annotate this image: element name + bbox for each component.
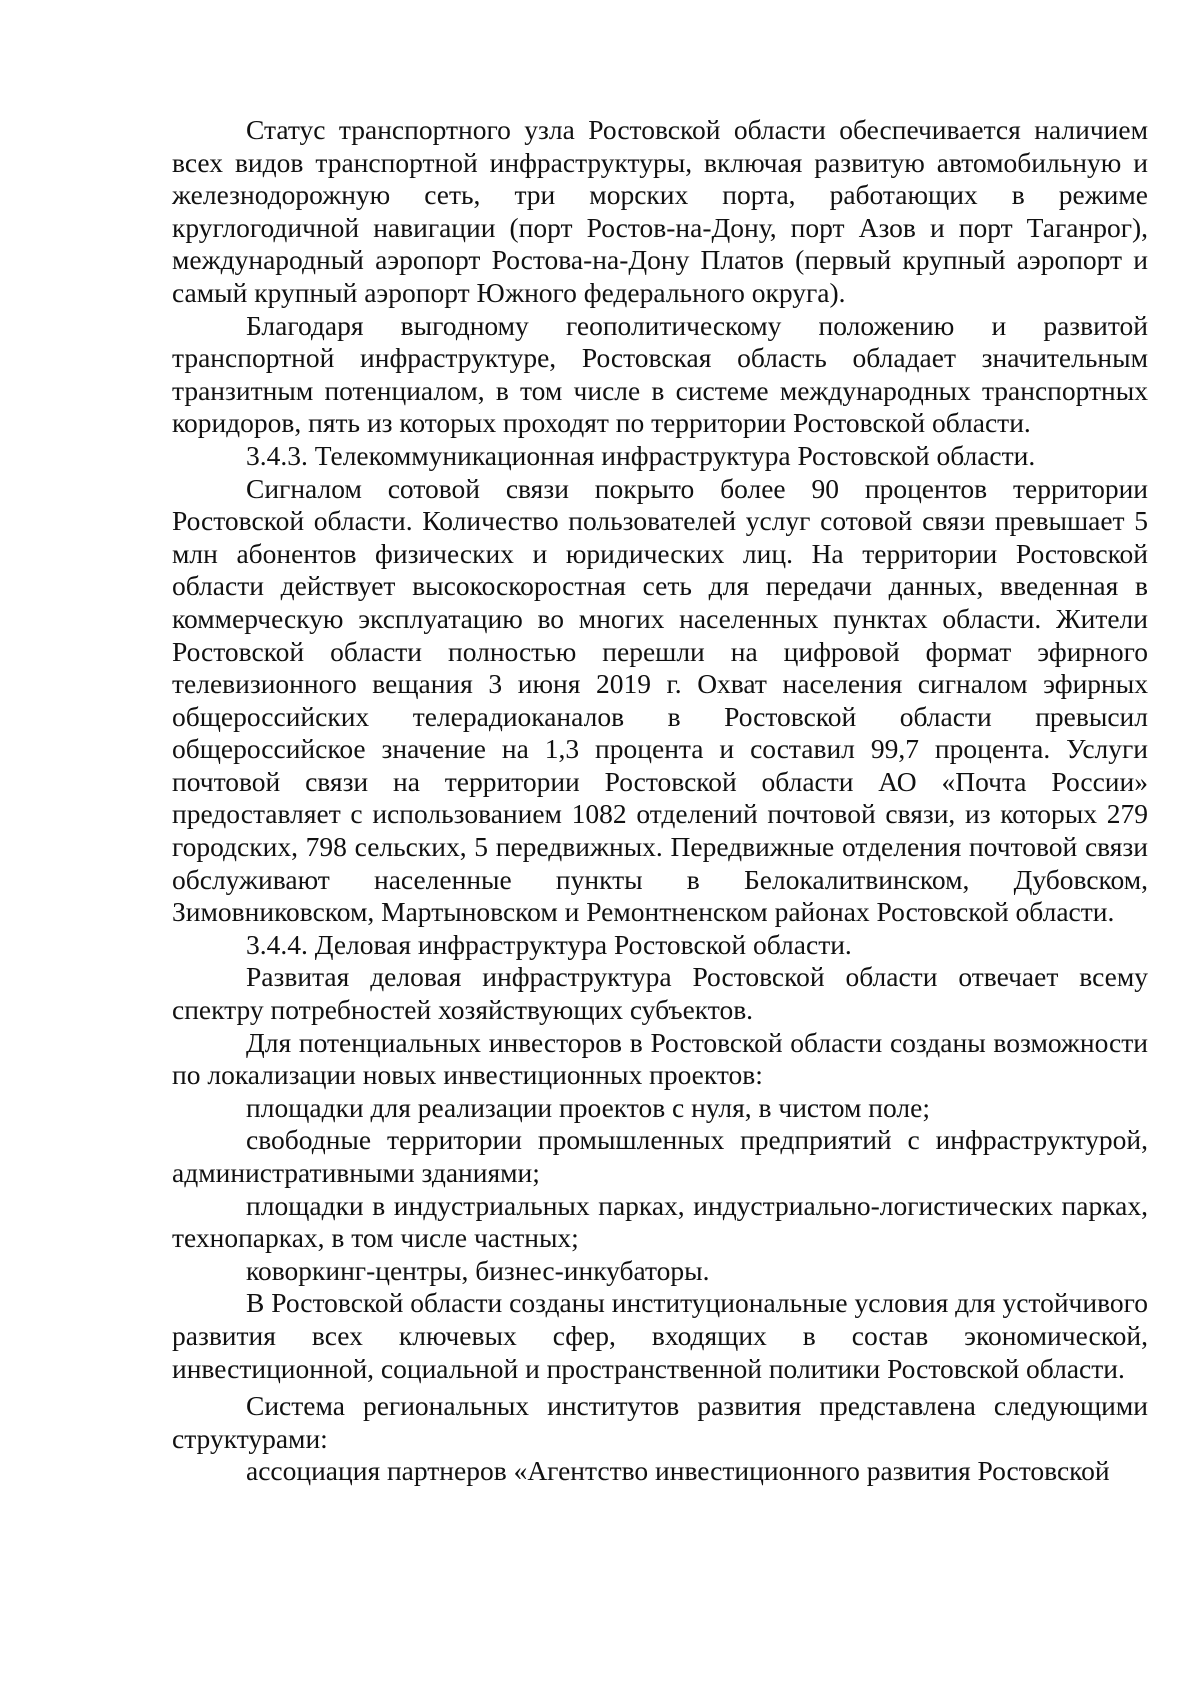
list-item-coworking-centers: коворкинг-центры, бизнес-инкубаторы. (246, 1254, 710, 1286)
paragraph-transit-potential: Благодаря выгодному геополитическому положению и развитой транспортной инфраструктуре, Ростовская область обладает значительным транзитным потенциалом, в том числе в системе международных транспортных коридоров, пять из которых проходят по территории Ростовской области. (172, 309, 1148, 439)
section-heading-business: 3.4.4. Деловая инфраструктура Ростовской области. (246, 928, 852, 960)
list-item-greenfield-sites: площадки для реализации проектов с нуля, в чистом поле; (246, 1091, 930, 1123)
paragraph-investor-opportunities: Для потенциальных инвесторов в Ростовской области созданы возможности по локализации новых инвестиционных проектов: (172, 1026, 1148, 1091)
paragraph-transport-hub-status: Статус транспортного узла Ростовской области обеспечивается наличием всех видов транспортной инфраструктуры, включая развитую автомобильную и железнодорожную сеть, три морских порта, работающих в режиме круглогодичной навигации (порт Ростов-на-Дону, порт Азов и порт Таганрог), международный аэропорт Ростова-на-Дону Платов (первый крупный аэропорт и самый крупный аэропорт Южного федерального округа). (172, 114, 1148, 308)
paragraph-telecom-details: Сигналом сотовой связи покрыто более 90 процентов территории Ростовской области. Количество пользователей услуг сотовой связи превышает 5 млн абонентов физических и юридических лиц. На территории Ростовской области действует высокоскоростная сеть для передачи данных, введенная в коммерческую эксплуатацию во многих населенных пунктах области. Жители Ростовской области полностью перешли на цифровой формат эфирного телевизионного вещания 3 июня 2019 г. Охват населения сигналом эфирных общероссийских телерадиоканалов в Ростовской области превысил общероссийское значение на 1,3 процента и составил 99,7 процента. Услуги почтовой связи на территории Ростовской области АО «Почта России» предоставляет с использованием 1082 отделений почтовой связи, из которых 279 городских, 798 сельских, 5 передвижных. Передвижные отделения почтовой связи обслуживают населенные пункты в Белокалитвинском, Дубовском, Зимовниковском, Мартыновском и Ремонтненском районах Ростовской области. (172, 472, 1148, 928)
document-body (172, 114, 1148, 1488)
paragraph-development-institutes: Система региональных институтов развития представлена следующими структурами: (172, 1390, 1148, 1454)
paragraph-institutional-conditions: В Ростовской области созданы институциональные условия для устойчивого развития всех ключевых сфер, входящих в состав экономической, инвестиционной, социальной и пространственной политики Ростовской области. (172, 1287, 1148, 1384)
list-item-industrial-territories: свободные территории промышленных предприятий с инфраструктурой, административными зданиями; (172, 1124, 1148, 1188)
paragraph-business-infrastructure: Развитая деловая инфраструктура Ростовской области отвечает всему спектру потребностей хозяйствующих субъектов. (172, 961, 1148, 1026)
list-item-industrial-parks: площадки в индустриальных парках, индустриально-логистических парках, технопарках, в том числе частных; (172, 1189, 1148, 1254)
section-heading-telecom: 3.4.3. Телекоммуникационная инфраструктура Ростовской области. (246, 439, 1036, 471)
list-item-investment-agency: ассоциация партнеров «Агентство инвестиционного развития Ростовской (246, 1455, 1110, 1487)
